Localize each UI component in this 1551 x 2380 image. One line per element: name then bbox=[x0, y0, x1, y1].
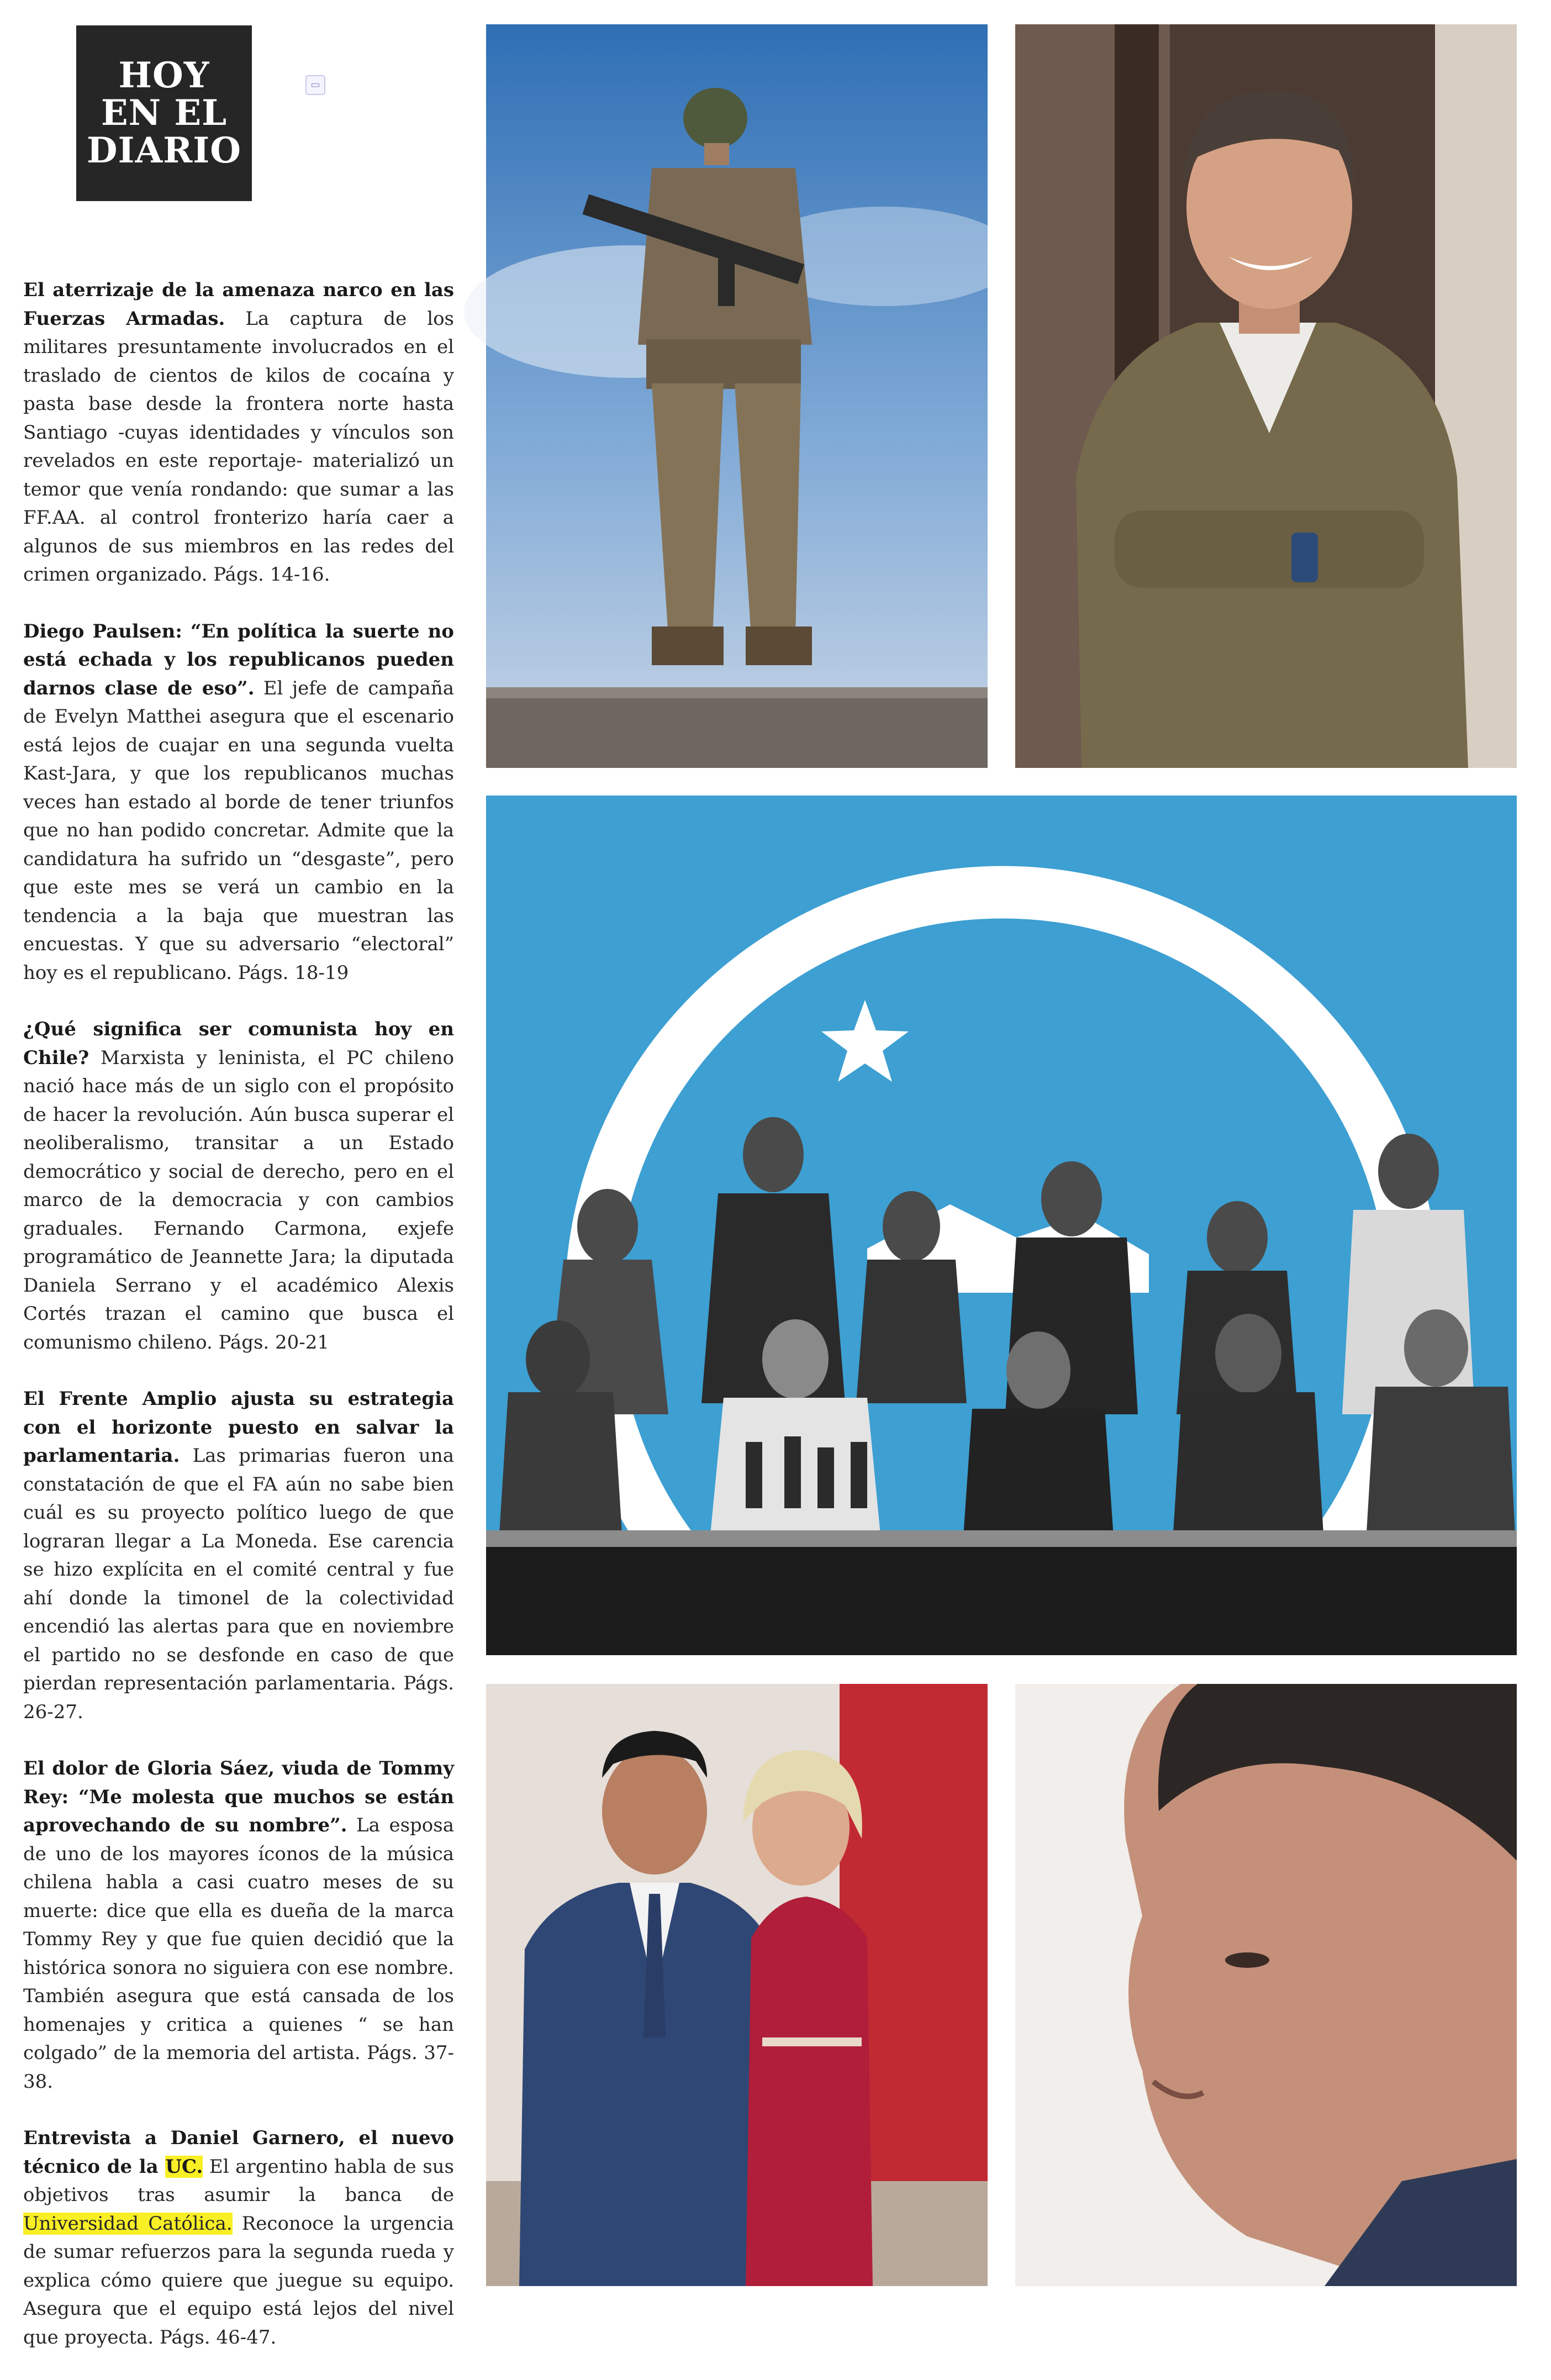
story-headline: Entrevista a Daniel Garnero, el nuevo técnico de la UC. bbox=[23, 2127, 454, 2178]
story-body: El argentino habla de sus objetivos tras asumir la banca de bbox=[23, 2155, 454, 2206]
masthead-line-1: HOY bbox=[118, 55, 210, 96]
stories-column bbox=[23, 276, 454, 2380]
masthead-line-3: DIARIO bbox=[87, 130, 241, 171]
story-headline: ¿Qué significa ser comunista hoy en Chile? bbox=[23, 1018, 454, 1069]
story-garnero: Entrevista a Daniel Garnero, el nuevo técnico de la UC. El argentino habla de sus objetivos tras asumir la banca de Universidad Católica. Reconoce la urgencia de sumar refuerzos para la segunda rueda y explica cómo quiere que juegue su equipo. Asegura que el equipo está lejos del nivel que proyecta. Págs. 46-47. bbox=[23, 2127, 454, 2349]
story-body: La captura de los militares presuntamente involucrados en el traslado de cientos de kilos de cocaína y pasta base desde la frontera norte hasta Santiago -cuyas identidades y vínculos son revelados en este reportaje- materializó un temor que venía rondando: que sumar a las FF.AA. al control fronterizo haría caer a algunos de sus miembros en las redes del crimen organizado. Págs. 14-16. bbox=[23, 307, 455, 586]
masthead-line-2: EN EL bbox=[101, 92, 228, 134]
story-headline: El Frente Amplio ajusta su estrategia con el horizonte puesto en salvar la parlamentaria. bbox=[23, 1388, 454, 1467]
story-headline: El aterrizaje de la amenaza narco en las Fuerzas Armadas. bbox=[23, 279, 454, 330]
story-comunista bbox=[23, 1015, 454, 1357]
highlight-universidad-catolica: Universidad Católica. bbox=[23, 2212, 233, 2235]
story-body: La esposa de uno de los mayores íconos de la música chilena habla a casi cuatro meses de su muerte: dice que ella es dueña de la marca Tommy Rey y que fue quien decidió que la histórica sonora no siguiera con ese nombre. También asegura que está cansada de los homenajes y critica a quienes “ se han colgado” de la memoria del artista. Págs. 37-38. bbox=[23, 1814, 454, 2093]
document-icon: ▭ bbox=[305, 75, 325, 95]
story-headline: Diego Paulsen: “En política la suerte no está echada y los republicanos pueden darnos clase de eso”. bbox=[23, 620, 454, 699]
highlight-uc: UC. bbox=[165, 2155, 203, 2178]
photo-pc-group-flag bbox=[486, 796, 1517, 1655]
story-gloria-saez bbox=[23, 1755, 454, 2096]
story-body: Marxista y leninista, el PC chileno nació hace más de un siglo con el propósito de hacer la revolución. Aún busca superar el neoliberalismo, transitar a un Estado democrático y social de derecho, pero en el marco de la democracia y con cambios graduales. Fernando Carmona, exjefe programático de Jeannette Jara; la diputada Daniela Serrano y el académico Alexis Cortés trazan el camino que busca el comunismo chileno. Págs. 20-21 bbox=[23, 1046, 454, 1354]
story-paulsen bbox=[23, 618, 454, 988]
photo-diego-paulsen bbox=[1015, 24, 1517, 768]
photo-daniel-garnero bbox=[1015, 1684, 1517, 2286]
story-frente-amplio bbox=[23, 1385, 454, 1726]
story-body: El jefe de campaña de Evelyn Matthei asegura que el escenario está lejos de cuajar en una segunda vuelta Kast-Jara, y que los republicanos muchas veces han estado al borde de tener triunfos que no han podido concretar. Admite que la candidatura ha sufrido un “desgaste”, pero que este mes se verá un cambio en la tendencia a la baja que muestran las encuestas. Y que su adversario “electoral” hoy es el republicano. Págs. 18-19 bbox=[23, 677, 454, 984]
story-narco bbox=[23, 276, 454, 589]
photo-soldier bbox=[486, 24, 988, 768]
masthead-logo bbox=[76, 25, 252, 201]
story-body: Las primarias fueron una constatación de que el FA aún no sabe bien cuál es su proyecto político luego de que lograran llegar a La Moneda. Ese carencia se hizo explícita en el comité central y fue ahí donde la timonel de la colectividad encendió las alertas para que en noviembre el partido no se desfonde en caso de que pierdan representación parlamentaria. Págs. 26-27. bbox=[23, 1445, 454, 1723]
story-headline: El dolor de Gloria Sáez, viuda de Tommy Rey: “Me molesta que muchos se están aprovechando de su nombre”. bbox=[23, 1757, 454, 1836]
photo-gloria-saez-tommy-rey bbox=[486, 1684, 988, 2286]
